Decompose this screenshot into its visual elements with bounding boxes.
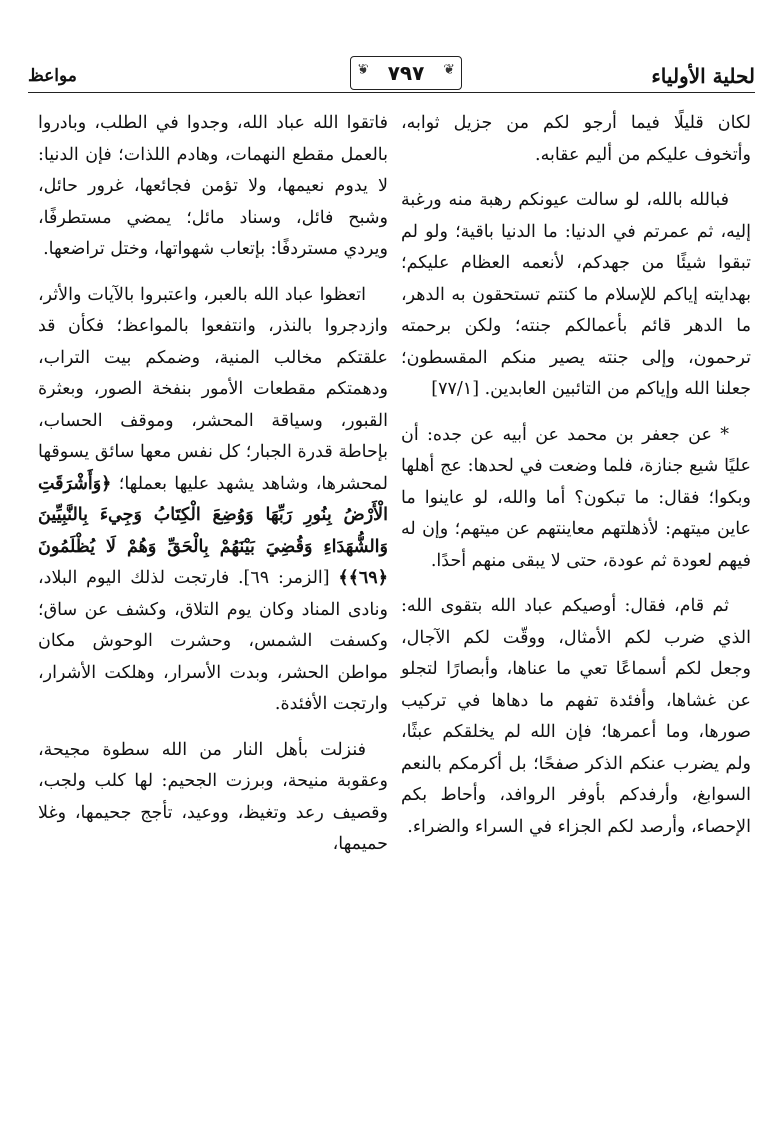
quran-verse: ﴿وَأَشْرَقَتِ الْأَرْضُ بِنُورِ رَبِّهَا وَوُضِعَ الْكِتَابُ وَجِيءَ بِالنَّبِيِّينَ وَالشُّهَدَاءِ وَقُضِيَ بَيْنَهُمْ بِالْحَقِّ وَهُمْ لَا يُظْلَمُونَ ﴿٦٩﴾﴾ [38, 473, 388, 588]
paragraph [401, 185, 751, 406]
section-title: مواعظ [28, 66, 77, 86]
paragraph: فنزلت بأهل النار من الله سطوة مجيحة، وعقوبة منيحة، وبرزت الجحيم: لها كلب ولجب، وقصيف رعد وتغيظ، ووعيد، تأجج جحيمها، وغلا حميمها، [38, 739, 388, 854]
reference: [٧٧/١] [431, 379, 480, 399]
paragraph-text: [الزمر: ٦٩]. فارتجت لذلك اليوم البلاد، ونادى المناد وكان يوم التلاق، وكشف عن ساق؛ وكسفت الشمس، وحشرت الوحوش مكان مواطن الحشر، وبدت الأسرار، وهلكت الأشرار، وارتجت الأفئدة. [38, 568, 388, 714]
book-title: لحلية الأولياء [651, 64, 755, 88]
paragraph [38, 280, 388, 721]
left-column [38, 108, 388, 875]
paragraph: * عن جعفر بن محمد عن أبيه عن جده: أن عليًا شيع جنازة، فلما وضعت في لحدها: عج أهلها وبكوا؛ فقال: ما تبكون؟ أما والله، لو عاينوا ما عاين ميتهم: لأذهلتهم معاينتهم عن ميتهم؛ وإن له فيهم لعودة ثم عودة، حتى لا يبقى منهم أحدًا. [401, 424, 751, 571]
paragraph: ثم قام، فقال: أوصيكم عباد الله بتقوى الله: الذي ضرب لكم الأمثال، ووقّت لكم الآجال، وجعل لكم أسماعًا تعي ما عناها، وأبصارًا لتجلو عن غشاها، وأفئدة تفهم ما دهاها في تركيب صورها، وما أعمرها؛ فإن الله لم يخلقكم عبثًا، ولم يضرب عنكم الذكر صفحًا؛ بل أكرمكم بالنعم السوابغ، وأرفدكم بأوفر الروافد، وأحاط بكم الإحصاء، وأرصد لكم الجزاء في السراء والضراء. [401, 596, 751, 837]
page-number: ❦ ٧٩٧ [387, 61, 425, 85]
page-header [28, 56, 755, 92]
header-rule [28, 92, 755, 93]
paragraph-text: اتعظوا عباد الله بالعبر، واعتبروا بالآيات والأثر، وازدجروا بالنذر، وانتفعوا بالمواعظ؛ فكأن قد علقتكم مخالب المنية، وضمكم بيت التراب، ودهمتكم مقطعات الأمور بنفخة الصور، وبعثرة القبور، وسياقة المحشر، وموقف الحساب، بإحاطة قدرة الجبار؛ كل نفس معها سائق يسوقها لمحشرها، وشاهد يشهد عليها بعملها؛ [38, 284, 388, 494]
paragraph: فاتقوا الله عباد الله، وجدوا في الطلب، وبادروا بالعمل مقطع النهمات، وهادم اللذات؛ فإن الدنيا: لا يدوم نعيمها، ولا تؤمن فجائعها، غرور حائل، وشبح فائل، وسناد مائل؛ يمضي مستطرفًا، ويردي مستردفًا: بإتعاب شهواتها، وختل تراضعها. [38, 113, 388, 259]
page-number-frame [350, 56, 462, 90]
paragraph: لكان قليلًا فيما أرجو لكم من جزيل ثوابه، وأتخوف عليكم من أليم عقابه. [401, 113, 751, 165]
right-column [401, 108, 751, 857]
paragraph-text: فبالله بالله، لو سالت عيونكم رهبة منه ورغبة إليه، ثم عمرتم في الدنيا: ما الدنيا باقية؛ ولو لم تبقوا شيئًا من جهدكم، لأنعمه العظام عليكم؛ بهدايته إياكم للإسلام ما كنتم تستحقون به الدهر، ما الدهر قائم بأعمالكم جنته؛ ولكن برحمته ترحمون، وإلى جنته يصير منكم المقسطون؛ جعلنا الله وإياكم من التائبين العابدين. [401, 190, 751, 399]
